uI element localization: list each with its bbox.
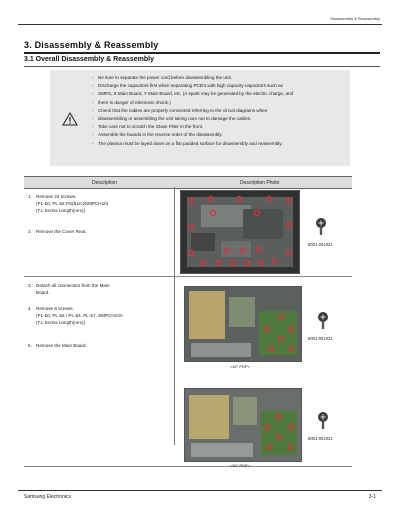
step-1: 1. Remove 24 screws. (PL-50, PL-52,PS(BLK)/SMPCH10) (T.L Screw Length(mm)) xyxy=(28,194,109,213)
main-board-42-image xyxy=(185,287,301,361)
step-2: 2. Remove the Cover Rear. xyxy=(28,229,87,234)
page-title: 3. Disassembly & Reassembly xyxy=(24,40,159,50)
photo-caption-50: <50" PDP> xyxy=(230,463,250,468)
step-4: 4. Remove 6 screws. (PL-50, PL-52 / PL-54, PL-57, SMPCH10A (T.L Screw Length(mm)) xyxy=(28,306,123,325)
table-bottom-rule xyxy=(24,466,352,467)
column-divider xyxy=(174,187,175,445)
screw-part-code: 6001-001021 xyxy=(308,336,333,341)
step-5: 5. Remove the Main Board. xyxy=(28,343,87,348)
rear-cover-image xyxy=(181,191,299,273)
column-header-description: Description xyxy=(92,180,118,186)
warning-item: - Check that the cables are properly connected referring to the circuit diagrams when xyxy=(92,107,344,115)
warning-triangle-icon xyxy=(62,112,78,126)
screw-icon xyxy=(314,218,328,236)
title-rule xyxy=(24,52,380,54)
warning-item: - there is danger of electronic shock.) xyxy=(92,99,344,107)
screw-part-code: 6001-001021 xyxy=(308,436,333,441)
rear-cover-photo xyxy=(180,190,300,274)
main-board-42-photo xyxy=(184,286,302,362)
screw-part-code: 6001-201021 xyxy=(308,242,333,247)
warning-item: - SMPS, X Main Board, Y Main Board, etc. (A spark may be generated by the electric charge, and xyxy=(92,90,344,98)
table-header xyxy=(24,176,352,189)
footer-page-number: 3-1 xyxy=(368,494,376,500)
footer-rule xyxy=(18,490,382,491)
header-rule xyxy=(18,24,382,25)
photo-caption-42: <42" PDP> xyxy=(230,364,250,369)
warning-item: - Take care not to scratch the Glass Filter in the front. xyxy=(92,123,344,131)
column-header-photo: Description Photo xyxy=(240,180,280,186)
disassembly-table xyxy=(24,176,352,466)
main-board-50-photo xyxy=(184,388,302,462)
warning-item: - disassembling or assembling the unit taking care not to damage the cables. xyxy=(92,115,344,123)
warning-item: - The plasma must be layed down on a flat padded surface for disassembly and reassembly. xyxy=(92,140,344,148)
screw-icon xyxy=(316,312,330,330)
warning-item: - Be sure to separate the power cord before disassembling the unit. xyxy=(92,74,344,82)
subtitle-rule xyxy=(24,66,380,67)
step-3: 3. Detach all connectors from the Main Board. xyxy=(28,283,110,295)
row-divider xyxy=(24,276,352,277)
screw-icon xyxy=(316,412,330,430)
footer-company: Samsung Electronics xyxy=(24,494,71,500)
warning-list xyxy=(92,74,344,148)
header-section-label: Disassembly & Reassembly xyxy=(330,16,380,21)
main-board-50-image xyxy=(185,389,301,461)
section-subtitle: 3.1 Overall Disassembly & Reassembly xyxy=(24,56,154,63)
warning-item: - Assemble the boards in the reverse order of the disassembly. xyxy=(92,131,344,139)
warning-item: - Discharge the capacitors first when separating PCB's with high capacity capacitors such as xyxy=(92,82,344,90)
